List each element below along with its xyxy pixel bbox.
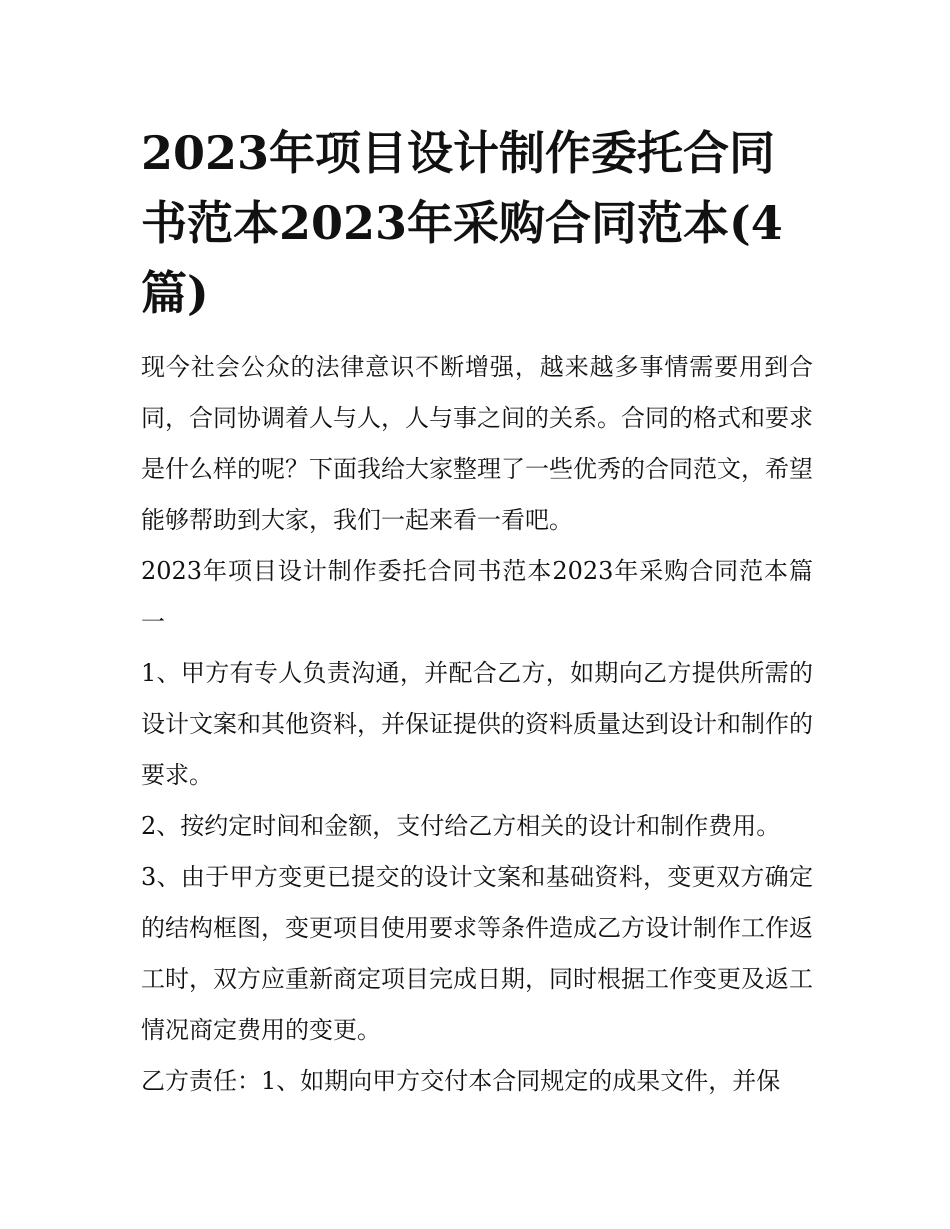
intro-paragraph: 现今社会公众的法律意识不断增强，越来越多事情需要用到合同，合同协调着人与人，人与事之间的关系。合同的格式和要求是什么样的呢？下面我给大家整理了一些优秀的合同范文，希望能够帮助到大家，我们一起来看一看吧。 — [141, 353, 813, 534]
document-page — [141, 118, 813, 1107]
clause-2-paragraph: 2、按约定时间和金额，支付给乙方相关的设计和制作费用。 — [141, 812, 781, 840]
document-body — [141, 342, 813, 1107]
clause-3-paragraph: 3、由于甲方变更已提交的设计文案和基础资料，变更双方确定的结构框图，变更项目使用要求等条件造成乙方设计制作工作返工时，双方应重新商定项目完成日期，同时根据工作变更及返工情况商定费用的变更。 — [141, 863, 813, 1044]
section-heading: 2023年项目设计制作委托合同书范本2023年采购合同范本篇一 — [141, 557, 813, 636]
document-title: 2023年项目设计制作委托合同书范本2023年采购合同范本(4篇) — [141, 126, 783, 320]
party-b-responsibility-paragraph: 乙方责任：1、如期向甲方交付本合同规定的成果文件，并保 — [141, 1067, 781, 1095]
clause-1-paragraph: 1、甲方有专人负责沟通，并配合乙方，如期向乙方提供所需的设计文案和其他资料，并保证提供的资料质量达到设计和制作的要求。 — [141, 659, 813, 789]
